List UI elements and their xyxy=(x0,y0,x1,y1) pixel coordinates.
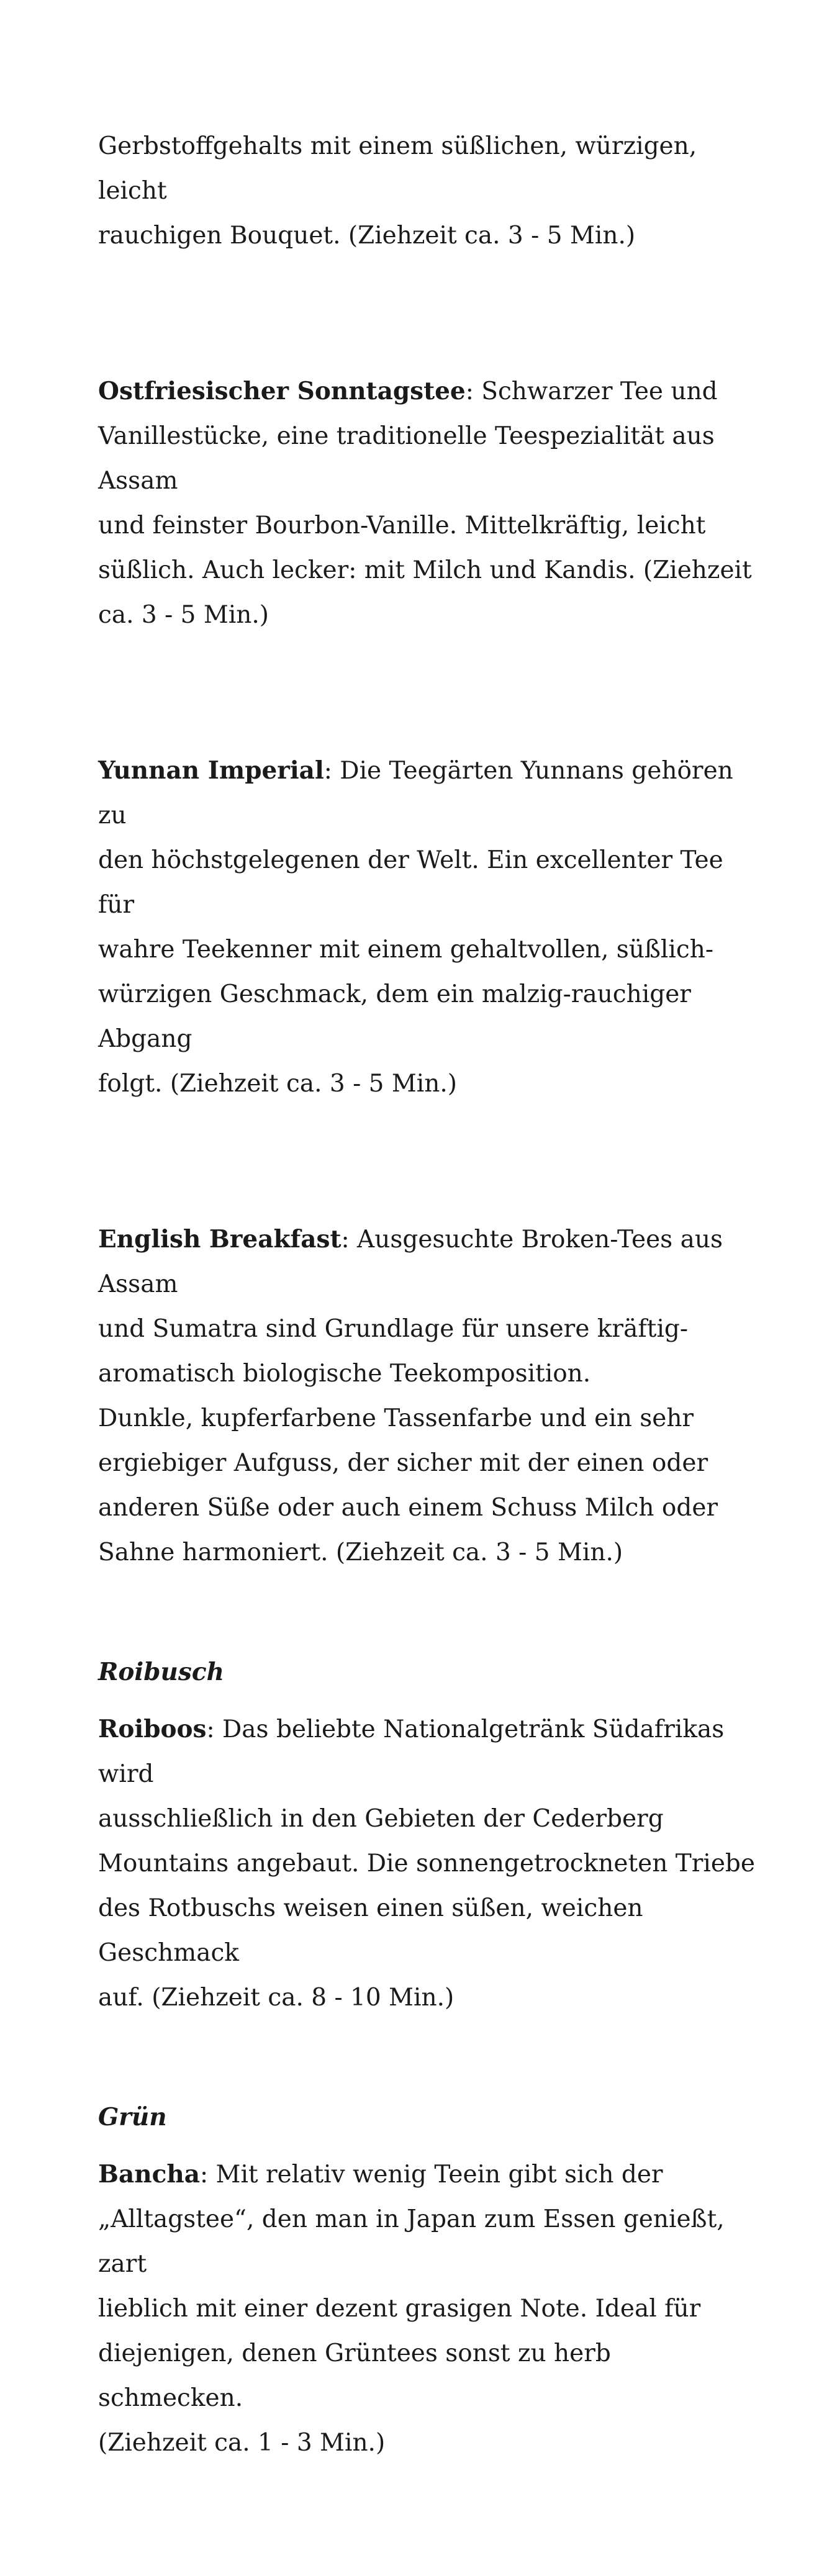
text-fragment: : Schwarzer Tee und xyxy=(465,377,718,405)
text-line: ergiebiger Aufguss, der sicher mit der einen oder xyxy=(98,1449,708,1477)
text-line: ca. 3 - 5 Min.) xyxy=(98,601,269,629)
text-fragment: : Die Teegärten Yunnans gehören zu xyxy=(98,757,733,829)
text-line: lieblich mit einer dezent grasigen Note. Ideal für xyxy=(98,2295,701,2323)
text-line: Mountains angebaut. Die sonnengetrockneten Triebe xyxy=(98,1850,755,1878)
text-line: wahre Teekenner mit einem gehaltvollen, süßlich- xyxy=(98,936,714,964)
text-fragment: : Das beliebte Nationalgetränk Südafrikas wird xyxy=(98,1715,725,1788)
text-line: des Rotbuschs weisen einen süßen, weichen Geschmack xyxy=(98,1894,643,1967)
tea-list xyxy=(98,124,756,2576)
text-line: und Sumatra sind Grundlage für unsere kräftig- xyxy=(98,1315,689,1343)
text-line: rauchigen Bouquet. (Ziehzeit ca. 3 - 5 Min.) xyxy=(98,222,636,250)
text-line: und feinster Bourbon-Vanille. Mittelkräftig, leicht xyxy=(98,512,706,540)
tea-entry-english-breakfast xyxy=(98,1217,756,1575)
text-line: Dunkle, kupferfarbene Tassenfarbe und ein sehr xyxy=(98,1404,694,1432)
tea-name: English Breakfast xyxy=(98,1225,342,1254)
intro-paragraph xyxy=(98,124,756,258)
text-line: Gerbstoffgehalts mit einem süßlichen, würzigen, leicht xyxy=(98,132,697,205)
text-fragment: : Mit relativ wenig Teein gibt sich der xyxy=(199,2161,663,2189)
tea-name: Ostfriesischer Sonntagstee xyxy=(98,377,466,405)
tea-entry-yunnan-imperial xyxy=(98,748,756,1106)
text-line: (Ziehzeit ca. 1 - 3 Min.) xyxy=(98,2429,386,2457)
tea-name: Yunnan Imperial xyxy=(98,756,324,785)
text-fragment: : Ausgesuchte Broken-Tees aus Assam xyxy=(98,1226,723,1298)
section-heading-gruen: Grün xyxy=(98,2103,167,2131)
text-line: Sahne harmoniert. (Ziehzeit ca. 3 - 5 Min.) xyxy=(98,1539,623,1566)
text-line: würzigen Geschmack, dem ein malzig-rauchiger Abgang xyxy=(98,980,691,1053)
tea-name: Roiboos xyxy=(98,1715,207,1743)
text-line: „Alltagstee“, den man in Japan zum Essen genießt, zart xyxy=(98,2205,725,2278)
text-line: den höchstgelegenen der Welt. Ein excellenter Tee für xyxy=(98,846,723,919)
tea-entry-ostfriesischer-sonntagstee xyxy=(98,369,756,638)
text-line: aromatisch biologische Teekomposition. xyxy=(98,1360,591,1388)
text-line: auf. (Ziehzeit ca. 8 - 10 Min.) xyxy=(98,1984,455,2012)
text-line: ausschließlich in den Gebieten der Cederberg xyxy=(98,1805,664,1833)
text-line: folgt. (Ziehzeit ca. 3 - 5 Min.) xyxy=(98,1070,457,1098)
text-line: anderen Süße oder auch einem Schuss Milch oder xyxy=(98,1494,718,1522)
text-line: diejenigen, denen Grüntees sonst zu herb schmecken. xyxy=(98,2339,611,2412)
text-line: Vanillestücke, eine traditionelle Teespezialität aus Assam xyxy=(98,422,715,495)
text-line: süßlich. Auch lecker: mit Milch und Kandis. (Ziehzeit xyxy=(98,556,752,584)
tea-entry-roiboos xyxy=(98,1707,756,2020)
section-heading-roibusch: Roibusch xyxy=(98,1658,224,1686)
tea-entry-bancha xyxy=(98,2152,756,2465)
tea-name: Bancha xyxy=(98,2160,200,2189)
